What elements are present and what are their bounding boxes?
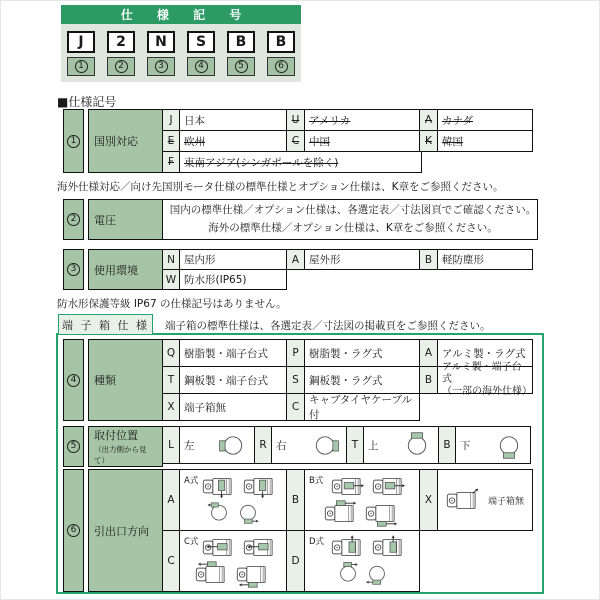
option-code-cell: K [419,130,438,152]
circled-number: 4 [195,60,208,73]
option-value-cell: アルミ製・端子台式 （一部の海外仕様） [437,366,533,394]
circled-number: 6 [275,60,288,73]
option-value-cell: 軽防塵形 [437,249,533,270]
section-heading: ■仕様記号 [57,95,117,109]
row-label-cell: 電圧 [88,199,163,240]
code-position-box [267,57,295,76]
outlet-type-x-label: 端子箱無 [487,496,524,507]
code-position-row [67,57,295,76]
option-value-cell: 防水形(IP65) [179,269,287,290]
outlet-type-c-label: C式 [184,537,199,547]
spec-row-environment [63,249,533,290]
option-code-cell: A [286,249,305,270]
outlet-type-d-label: D式 [309,537,325,547]
spec-code-header [61,5,301,82]
row-label-cell: 種類 [88,339,163,421]
option-code-cell: W [162,269,180,290]
spec-row-type [63,339,533,421]
circled-number: 5 [67,440,80,453]
code-position-box [227,57,255,76]
option-code-cell: P [286,339,305,367]
terminal-box-section-title: 端 子 箱 仕 様 [58,314,153,335]
environment-note: 防水形保護等級 IP67 の仕様記号はありません。 [57,298,287,310]
code-letter-row [67,31,295,53]
motor-end-view-bottom-box-left-arrow-icon [365,561,389,585]
code-letter-box: B [267,31,295,53]
motor-side-view-top-box-right-icon [324,500,360,527]
row-number-cell [63,249,84,290]
option-code-cell: X [162,393,180,421]
outlet-type-a-cell [179,469,287,531]
motor-end-view-top-box-right-arrow-icon [336,561,360,585]
option-code-cell: J [162,109,180,131]
motor-side-view-top-box-left-icon [195,561,231,588]
option-code-cell: C [286,393,305,421]
code-letter-box: 2 [107,31,135,53]
option-code-cell: D [286,530,305,592]
option-code-cell: B [438,426,456,464]
motor-side-view-box-up-icon [372,534,408,561]
motor-side-view-box-down-icon [243,473,279,500]
option-value-cell: 樹脂製・ラグ式 [304,339,420,367]
option-code-cell: T [346,426,364,464]
country-note: 海外仕様対応／向け先国別モータ仕様の標準仕様とオプション仕様は、K章をご参照ください。 [57,181,504,193]
outlet-type-a-label: A式 [184,476,199,486]
option-code-cell: B [286,469,305,531]
option-code-cell: Q [162,339,180,367]
option-value-cell: 東南アジア(シンガポールを除く) [179,151,422,173]
option-code-cell: S [286,366,305,394]
motor-side-view-no-box-icon [446,487,482,514]
code-letter-box: N [147,31,175,53]
motor-end-view-box-right-arrow-icon [236,500,260,524]
option-value-cell: カナダ [437,109,533,131]
motor-side-view-box-up-icon [331,534,367,561]
circled-number: 5 [235,60,248,73]
circled-number: 1 [75,60,88,73]
circled-number: 4 [67,374,80,387]
option-code-cell: R [254,426,272,464]
option-value-cell: 上 [363,426,439,464]
voltage-text-cell [162,199,538,240]
circled-number: 3 [67,263,80,276]
option-value-cell: 端子箱無 [179,393,287,421]
motor-side-view-box-right-icon [331,473,367,500]
row-number-cell [63,109,84,173]
option-value-cell: 下 [455,426,531,464]
code-letter-box: B [227,31,255,53]
row-number-cell [63,469,84,592]
option-code-cell: B [419,366,438,394]
code-position-box [67,57,95,76]
option-code-cell: N [162,249,180,270]
option-value-cell: 鋼板製・端子台式 [179,366,287,394]
circled-number: 3 [155,60,168,73]
circled-number: 2 [115,60,128,73]
code-letter-box: S [187,31,215,53]
motor-end-view-right-icon [310,432,340,459]
option-code-cell: T [162,366,180,394]
row-label-cell: 引出口方向 [88,469,163,592]
motor-end-view-bottom-icon [494,432,524,459]
circled-number: 1 [67,135,80,148]
option-code-cell: A [419,109,438,131]
voltage-line1: 国内の標準仕様／オプション仕様は、各選定表／寸法図頁でご確認ください。 [169,203,537,216]
option-value-cell: 欧州 [179,130,287,152]
code-letter-box: J [67,31,95,53]
option-code-cell: L [162,426,180,464]
option-value-cell: 韓国 [437,130,533,152]
row-number-cell [63,199,84,240]
spec-code-title: 仕 様 記 号 [61,5,301,24]
motor-end-view-top-icon [402,432,432,459]
option-code-cell: X [419,469,438,531]
spec-row-country [63,109,533,173]
option-code-cell: C [286,130,305,152]
motor-side-view-box-down-icon [202,473,238,500]
code-position-box [147,57,175,76]
option-code-cell: U [286,109,305,131]
option-code-cell: B [419,249,438,270]
circled-number: 6 [67,524,80,537]
option-code-cell: C [162,530,180,592]
spec-row-voltage [63,199,538,240]
option-value-cell: 屋外形 [304,249,420,270]
option-value-cell: 中国 [304,130,420,152]
spec-row-mounting-position [63,426,531,467]
motor-end-view-left-icon [218,432,248,459]
terminal-box-note: 端子箱の標準仕様は、各選定表／寸法図の掲載頁をご参照ください。 [165,320,491,332]
row-number-cell [63,339,84,421]
circled-number: 2 [67,213,80,226]
option-code-cell: F [162,151,180,173]
option-code-cell: E [162,130,180,152]
option-value-cell: アメリカ [304,109,420,131]
option-code-cell: A [162,469,180,531]
row-label-cell: 国別対応 [88,109,163,173]
option-value-cell: 日本 [179,109,287,131]
motor-side-view-bottom-box-left-icon [236,561,272,588]
outlet-type-b-cell [304,469,420,531]
outlet-type-x-cell [437,469,533,531]
outlet-type-b-label: B式 [309,476,324,486]
option-code-cell: A [419,339,438,367]
code-position-box [187,57,215,76]
option-value-cell: 鋼板製・ラグ式 [304,366,420,394]
option-value-cell: 左 [179,426,255,464]
motor-end-view-box-left-arrow-icon [207,500,231,524]
row-label-cell: 取付位置 （出力側から見て） [88,426,163,467]
motor-side-view-box-left-icon [243,534,279,561]
motor-side-view-box-left-icon [202,534,238,561]
motor-side-view-box-right-icon [372,473,408,500]
outlet-type-d-cell [304,530,420,592]
option-value-cell: 右 [271,426,347,464]
outlet-type-c-cell [179,530,287,592]
option-value-cell: キャブタイヤケーブル付 [304,393,420,421]
code-position-box [107,57,135,76]
voltage-line2: 海外の標準仕様／オプション仕様は、K章をご参照ください。 [208,222,498,234]
spec-code-panel [61,24,301,82]
option-value-cell: 樹脂製・端子台式 [179,339,287,367]
option-value-cell: 屋内形 [179,249,287,270]
row-number-cell [63,426,84,467]
option-value-cell: アルミ製・ラグ式 [437,339,533,367]
motor-side-view-bottom-box-right-icon [365,500,401,527]
row-label-cell: 使用環境 [88,249,163,290]
spec-row-outlet-direction [63,469,533,592]
